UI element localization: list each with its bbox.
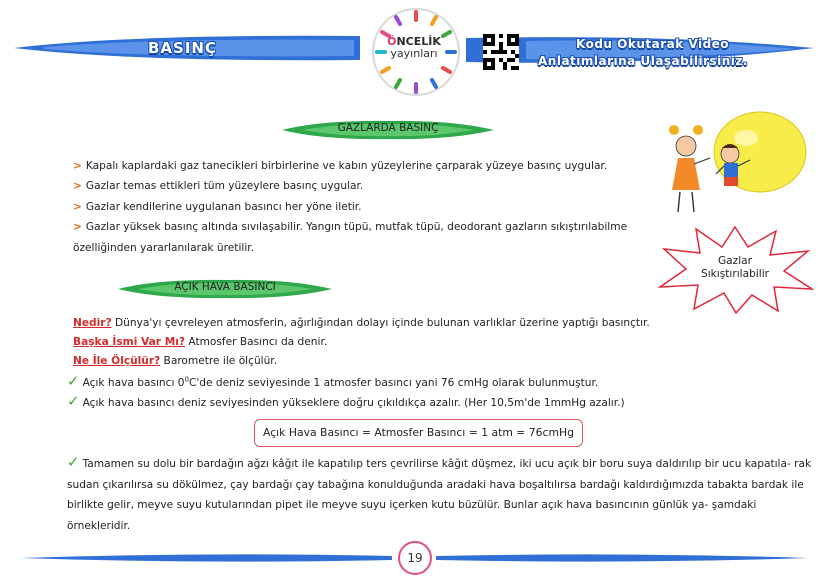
check-item-altitude: ✓ Açık hava basıncı deniz seviyesinden yükseklere doğru çıkıldıkça azalır. (Her 10,5m'de 1mmHg azalır.) [67, 392, 625, 410]
checkmark-icon: ✓ [67, 372, 80, 390]
list-item: > Gazlar temas ettikleri tüm yüzeylere basınç uygular. [73, 180, 364, 193]
kids-balloon-illustration [664, 108, 814, 220]
video-caption-line2: Anlatımlarına Ulaşabilirsiniz. [538, 54, 748, 68]
list-item: > Gazlar yüksek basınç altında sıvılaşabilir. Yangın tüpü, mutfak tüpü, deodorant gazların sıkıştırılabilme özelliğinden yararlanılarak üretilir. [73, 221, 628, 254]
formula-box: Açık Hava Basıncı = Atmosfer Basıncı = 1 atm = 76cmHg [254, 419, 583, 447]
section-title-open-air: AÇIK HAVA BASINCI [118, 277, 332, 299]
header-left-banner [14, 26, 360, 70]
chapter-title: BASINÇ [148, 39, 217, 57]
question-other-name: Başka İsmi Var Mı? Atmosfer Basıncı da denir. [73, 336, 328, 348]
checkmark-icon: ✓ [67, 392, 80, 410]
examples-paragraph: ✓ Tamamen su dolu bir bardağın ağzı kâğıt ile kapatılıp ters çevrilirse kâğıt düşmez, iki ucu açık bir boru suya daldırılıp bir ucu kapatıla- rak sudan çıkarılırsa su dökülmez, çay bardağı çay tabağına konulduğunda aradaki hava boşaltılırsa bardağı kaldırdığımızda tabakta bardak ile birlikte gelir, meyve suyu kutularından pipet ile meyve suyu içerken kutu büzülür. Bunlar açık hava basıncının günlük ya- şamdaki örnekleridir. [67, 453, 812, 532]
footer-left-bar [20, 552, 392, 562]
list-item: > Kapalı kaplardaki gaz tanecikleri birbirlerine ve kabın yüzeylerine çarparak yüzeye basınç uygular. [73, 160, 608, 172]
gas-bullet-list [73, 156, 653, 258]
publisher-name: ÖNCELİK yayınları [387, 35, 441, 60]
page-number: 19 [398, 541, 432, 575]
section-title-gases: GAZLARDA BASINÇ [282, 118, 494, 140]
footer-right-bar [436, 552, 808, 562]
question-what: Nedir? Dünya'yı çevreleyen atmosferin, ağırlığından dolayı içinde bulunan varlıklar üzerine yaptığı basınçtır. [73, 317, 650, 329]
starburst-text: Gazlar Sıkıştırılabilir [700, 255, 769, 280]
question-measured-with: Ne İle Ölçülür? Barometre ile ölçülür. [73, 355, 278, 367]
checkmark-icon: ✓ [67, 453, 80, 471]
video-caption-line1: Kodu Okutarak Video [576, 37, 730, 51]
list-item: > Gazlar kendilerine uygulanan basıncı her yöne iletir. [73, 200, 362, 213]
check-item-sea-level: ✓ Açık hava basıncı $0^0C'de$ deniz seviyesinde 1 atmosfer basıncı yani 76 cmHg olarak bulunmuştur. [67, 372, 599, 390]
qr-code[interactable] [483, 34, 519, 70]
